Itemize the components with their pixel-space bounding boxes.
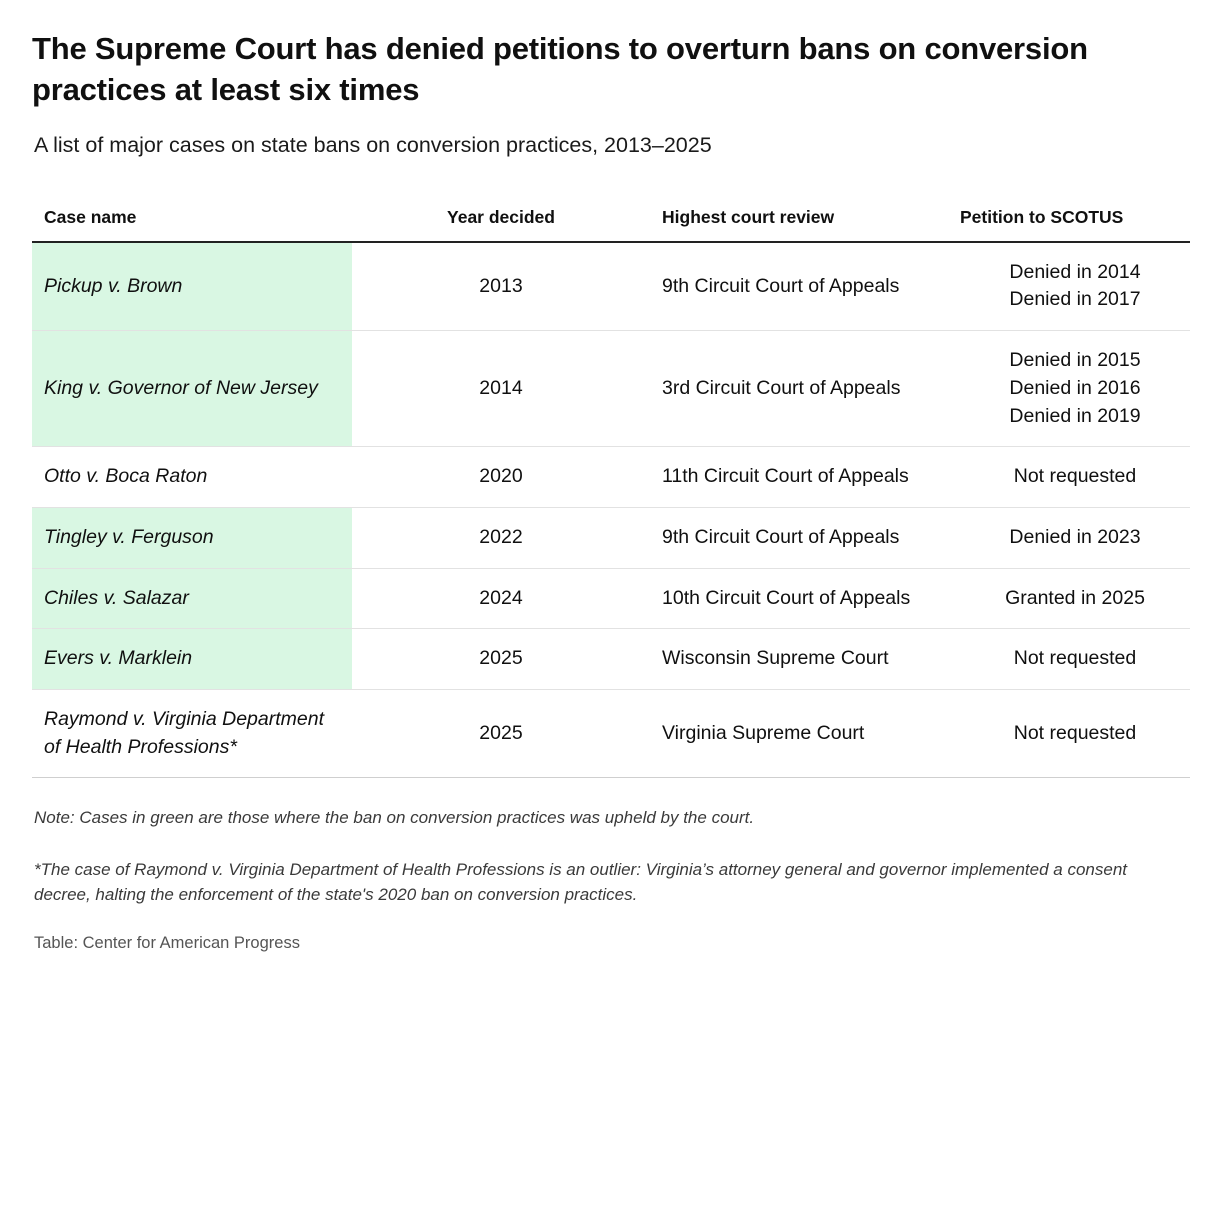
- cell-year-decided: 2022: [479, 525, 523, 548]
- column-header-case-name: Case name: [44, 207, 137, 228]
- table-footnote: *The case of Raymond v. Virginia Department of Health Professions is an outlier: Virginia’s attorney general and governor implemented a consent decree, halting the enforcement of the state's 2020 ban on conversion practices.: [34, 859, 1128, 905]
- cell-highest-court-review: Wisconsin Supreme Court: [662, 647, 889, 670]
- cell-petition-to-scotus: Granted in 2025: [1005, 586, 1145, 609]
- cell-petition-to-scotus: Not requested: [1013, 647, 1137, 670]
- cell-highest-court-review: 11th Circuit Court of Appeals: [662, 465, 909, 488]
- cell-year-decided: 2014: [479, 376, 523, 399]
- column-header-year-decided: Year decided: [447, 207, 555, 228]
- cell-year-decided: 2025: [479, 721, 523, 744]
- cell-case-name: Evers v. Marklein: [32, 629, 352, 690]
- cell-year-decided: 2024: [479, 586, 523, 609]
- cell-case-name: Pickup v. Brown: [32, 242, 352, 331]
- cell-highest-court-review: 3rd Circuit Court of Appeals: [662, 376, 901, 399]
- cases-table: [32, 206, 1190, 778]
- table-header: [32, 206, 1190, 241]
- page-title: The Supreme Court has denied petitions to overturn bans on conversion practices at least six times: [32, 31, 1088, 108]
- cell-petition-to-scotus: Not requested: [1013, 721, 1137, 744]
- cell-case-name: Chiles v. Salazar: [32, 568, 352, 629]
- cell-petition-to-scotus: Not requested: [1013, 465, 1137, 488]
- cell-petition-to-scotus: Denied in 2023: [1009, 525, 1141, 548]
- cell-highest-court-review: 9th Circuit Court of Appeals: [662, 525, 900, 548]
- table-source-credit: Table: Center for American Progress: [34, 933, 300, 952]
- table-row: [32, 568, 1190, 629]
- table-row: [32, 242, 1190, 331]
- cell-case-name: King v. Governor of New Jersey: [32, 331, 352, 447]
- table-row: [32, 629, 1190, 690]
- page-subtitle: A list of major cases on state bans on conversion practices, 2013–2025: [34, 133, 712, 158]
- table-row: [32, 507, 1190, 568]
- table-body: [32, 242, 1190, 778]
- cell-petition-to-scotus: Denied in 2014 Denied in 2017: [1009, 260, 1141, 311]
- table-row: [32, 447, 1190, 508]
- table-header-row: [32, 206, 1190, 241]
- cell-case-name: Otto v. Boca Raton: [44, 465, 208, 488]
- cell-year-decided: 2025: [479, 647, 523, 670]
- cell-highest-court-review: 10th Circuit Court of Appeals: [662, 586, 911, 609]
- cell-year-decided: 2013: [479, 274, 523, 297]
- cell-highest-court-review: 9th Circuit Court of Appeals: [662, 274, 900, 297]
- cell-year-decided: 2020: [479, 465, 523, 488]
- cell-case-name: Raymond v. Virginia Department of Health Professions*: [44, 707, 324, 758]
- cell-case-name: Tingley v. Ferguson: [32, 507, 352, 568]
- table-note: Note: Cases in green are those where the ban on conversion practices was upheld by the court.: [34, 808, 755, 828]
- column-header-highest-court-review: Highest court review: [662, 207, 835, 228]
- table-row: [32, 689, 1190, 777]
- table-row: [32, 331, 1190, 447]
- cell-highest-court-review: Virginia Supreme Court: [662, 721, 865, 744]
- cell-petition-to-scotus: Denied in 2015 Denied in 2016 Denied in 2019: [1009, 349, 1141, 427]
- column-header-petition-to-scotus: Petition to SCOTUS: [960, 207, 1124, 228]
